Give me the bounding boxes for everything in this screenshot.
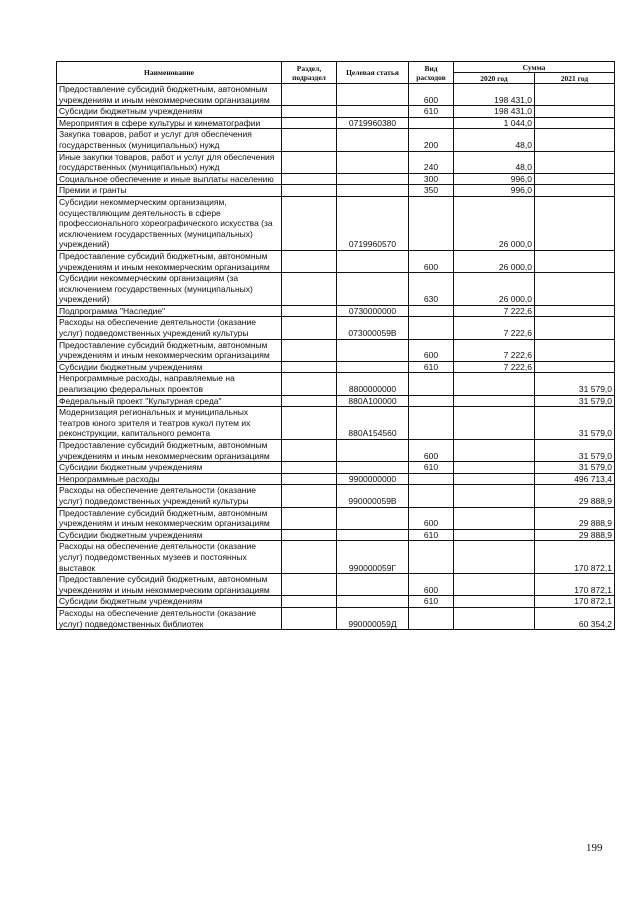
- cell-name: Расходы на обеспечение деятельности (оказание услуг) подведомственных библиотек: [57, 607, 282, 629]
- cell-section: [282, 607, 337, 629]
- cell-sum-2020: 7 222,6: [454, 339, 535, 361]
- cell-section: [282, 361, 337, 373]
- cell-expense-type: [409, 117, 454, 129]
- cell-section: [282, 250, 337, 272]
- header-section: Раздел, подраздел: [282, 62, 337, 84]
- cell-sum-2021: [535, 151, 615, 173]
- cell-target-article: 990000059Д: [337, 607, 409, 629]
- cell-target-article: [337, 596, 409, 608]
- cell-target-article: 0719960570: [337, 196, 409, 250]
- cell-target-article: 073000059В: [337, 317, 409, 339]
- table-row: [57, 373, 615, 395]
- cell-section: [282, 395, 337, 407]
- cell-expense-type: 240: [409, 151, 454, 173]
- header-target-article: Целевая статья: [337, 62, 409, 84]
- cell-sum-2020: [454, 485, 535, 507]
- header-sum: Сумма: [454, 62, 615, 73]
- cell-name: Предоставление субсидий бюджетным, автономным учреждениям и иным некоммерческим организациям: [57, 574, 282, 596]
- cell-name: Предоставление субсидий бюджетным, автономным учреждениям и иным некоммерческим организациям: [57, 440, 282, 462]
- cell-expense-type: [409, 541, 454, 574]
- table-row: [57, 117, 615, 129]
- cell-name: Федеральный проект "Культурная среда": [57, 395, 282, 407]
- table-row: [57, 305, 615, 317]
- cell-name: Расходы на обеспечение деятельности (оказание услуг) подведомственных учреждений культуры: [57, 317, 282, 339]
- cell-sum-2020: [454, 395, 535, 407]
- cell-section: [282, 407, 337, 440]
- cell-name: Закупка товаров, работ и услуг для обеспечения государственных (муниципальных) нужд: [57, 129, 282, 151]
- cell-sum-2021: [535, 84, 615, 106]
- cell-expense-type: 600: [409, 339, 454, 361]
- table-row: [57, 250, 615, 272]
- cell-target-article: [337, 339, 409, 361]
- cell-sum-2021: [535, 106, 615, 118]
- cell-sum-2021: [535, 317, 615, 339]
- cell-sum-2021: 31 579,0: [535, 407, 615, 440]
- cell-sum-2020: [454, 462, 535, 474]
- cell-sum-2021: 31 579,0: [535, 373, 615, 395]
- cell-expense-type: 610: [409, 596, 454, 608]
- cell-sum-2021: [535, 117, 615, 129]
- cell-sum-2020: 7 222,6: [454, 361, 535, 373]
- cell-section: [282, 485, 337, 507]
- cell-name: Субсидии бюджетным учреждениям: [57, 596, 282, 608]
- table-row: [57, 273, 615, 306]
- table-row: [57, 485, 615, 507]
- cell-target-article: [337, 273, 409, 306]
- cell-sum-2020: [454, 507, 535, 529]
- table-row: [57, 407, 615, 440]
- cell-section: [282, 529, 337, 541]
- header-name: Наименование: [57, 62, 282, 84]
- cell-sum-2020: 26 000,0: [454, 196, 535, 250]
- cell-sum-2020: 26 000,0: [454, 273, 535, 306]
- cell-sum-2020: 48,0: [454, 151, 535, 173]
- cell-sum-2021: 31 579,0: [535, 440, 615, 462]
- cell-section: [282, 84, 337, 106]
- cell-section: [282, 462, 337, 474]
- cell-section: [282, 196, 337, 250]
- cell-name: Предоставление субсидий бюджетным, автономным учреждениям и иным некоммерческим организациям: [57, 250, 282, 272]
- cell-target-article: 880А154560: [337, 407, 409, 440]
- cell-target-article: 880А100000: [337, 395, 409, 407]
- cell-expense-type: 600: [409, 250, 454, 272]
- cell-target-article: 990000059Г: [337, 541, 409, 574]
- cell-section: [282, 339, 337, 361]
- cell-sum-2020: [454, 373, 535, 395]
- cell-sum-2021: 29 888,9: [535, 529, 615, 541]
- cell-sum-2020: [454, 529, 535, 541]
- table-row: [57, 607, 615, 629]
- cell-name: Расходы на обеспечение деятельности (оказание услуг) подведомственных учреждений культуры: [57, 485, 282, 507]
- cell-sum-2020: [454, 407, 535, 440]
- table-row: [57, 395, 615, 407]
- cell-sum-2021: [535, 250, 615, 272]
- cell-expense-type: 630: [409, 273, 454, 306]
- cell-sum-2021: [535, 129, 615, 151]
- header-expense-type: Вид расходов: [409, 62, 454, 84]
- cell-sum-2020: 48,0: [454, 129, 535, 151]
- cell-section: [282, 273, 337, 306]
- cell-expense-type: [409, 317, 454, 339]
- cell-sum-2021: [535, 185, 615, 197]
- cell-name: Непрограммные расходы, направляемые на реализацию федеральных проектов: [57, 373, 282, 395]
- cell-sum-2020: 996,0: [454, 185, 535, 197]
- cell-name: Субсидии бюджетным учреждениям: [57, 106, 282, 118]
- budget-table: [56, 61, 615, 630]
- cell-sum-2020: [454, 440, 535, 462]
- cell-name: Субсидии бюджетным учреждениям: [57, 462, 282, 474]
- cell-section: [282, 317, 337, 339]
- cell-target-article: [337, 173, 409, 185]
- cell-target-article: [337, 361, 409, 373]
- cell-sum-2021: 170 872,1: [535, 541, 615, 574]
- cell-target-article: [337, 250, 409, 272]
- table-row: [57, 151, 615, 173]
- cell-target-article: [337, 462, 409, 474]
- table-row: [57, 339, 615, 361]
- cell-section: [282, 151, 337, 173]
- cell-expense-type: 350: [409, 185, 454, 197]
- cell-expense-type: 610: [409, 106, 454, 118]
- cell-name: Субсидии бюджетным учреждениям: [57, 361, 282, 373]
- cell-name: Предоставление субсидий бюджетным, автономным учреждениям и иным некоммерческим организациям: [57, 339, 282, 361]
- table-row: [57, 84, 615, 106]
- cell-target-article: [337, 574, 409, 596]
- cell-sum-2020: [454, 596, 535, 608]
- cell-expense-type: 610: [409, 462, 454, 474]
- table-row: [57, 129, 615, 151]
- cell-section: [282, 541, 337, 574]
- cell-name: Предоставление субсидий бюджетным, автономным учреждениям и иным некоммерческим организациям: [57, 84, 282, 106]
- cell-target-article: [337, 84, 409, 106]
- cell-name: Модернизация региональных и муниципальных театров юного зрителя и театров кукол путем их реконструкции, капитального ремонта: [57, 407, 282, 440]
- cell-sum-2020: [454, 574, 535, 596]
- cell-sum-2021: 31 579,0: [535, 395, 615, 407]
- cell-sum-2020: 7 222,6: [454, 305, 535, 317]
- cell-sum-2021: [535, 305, 615, 317]
- cell-expense-type: 200: [409, 129, 454, 151]
- cell-expense-type: [409, 607, 454, 629]
- cell-expense-type: [409, 395, 454, 407]
- header-year-2020: 2020 год: [454, 73, 535, 84]
- cell-section: [282, 574, 337, 596]
- cell-sum-2021: [535, 273, 615, 306]
- cell-sum-2020: [454, 607, 535, 629]
- cell-sum-2020: 198 431,0: [454, 106, 535, 118]
- cell-expense-type: 600: [409, 84, 454, 106]
- cell-expense-type: [409, 473, 454, 485]
- cell-section: [282, 129, 337, 151]
- cell-expense-type: [409, 407, 454, 440]
- cell-sum-2021: 60 354,2: [535, 607, 615, 629]
- cell-sum-2021: 29 888,9: [535, 485, 615, 507]
- page-number: 199: [586, 842, 603, 854]
- cell-sum-2020: 26 000,0: [454, 250, 535, 272]
- cell-name: Подпрограмма "Наследие": [57, 305, 282, 317]
- cell-sum-2021: [535, 173, 615, 185]
- cell-section: [282, 117, 337, 129]
- cell-name: Предоставление субсидий бюджетным, автономным учреждениям и иным некоммерческим организациям: [57, 507, 282, 529]
- cell-section: [282, 440, 337, 462]
- cell-section: [282, 596, 337, 608]
- table-row: [57, 440, 615, 462]
- cell-name: Субсидии бюджетным учреждениям: [57, 529, 282, 541]
- table-row: [57, 196, 615, 250]
- cell-expense-type: [409, 485, 454, 507]
- cell-sum-2021: 31 579,0: [535, 462, 615, 474]
- cell-sum-2020: [454, 473, 535, 485]
- cell-sum-2021: [535, 361, 615, 373]
- table-row: [57, 507, 615, 529]
- cell-sum-2020: [454, 541, 535, 574]
- cell-expense-type: 600: [409, 574, 454, 596]
- cell-target-article: [337, 507, 409, 529]
- cell-name: Иные закупки товаров, работ и услуг для обеспечения государственных (муниципальных) нужд: [57, 151, 282, 173]
- table-row: [57, 361, 615, 373]
- cell-sum-2020: 198 431,0: [454, 84, 535, 106]
- cell-target-article: 9900000000: [337, 473, 409, 485]
- cell-expense-type: 610: [409, 361, 454, 373]
- cell-sum-2021: 496 713,4: [535, 473, 615, 485]
- cell-section: [282, 173, 337, 185]
- table-row: [57, 317, 615, 339]
- table-row: [57, 106, 615, 118]
- cell-name: Социальное обеспечение и иные выплаты населению: [57, 173, 282, 185]
- cell-target-article: [337, 440, 409, 462]
- cell-name: Субсидии некоммерческим организациям, осуществляющим деятельность в сфере профессионального хореографического искусства (за исключением государственных (муниципальных) учреждений): [57, 196, 282, 250]
- cell-sum-2021: [535, 196, 615, 250]
- cell-section: [282, 185, 337, 197]
- cell-target-article: 990000059В: [337, 485, 409, 507]
- header-year-2021: 2021 год: [535, 73, 615, 84]
- cell-sum-2021: 29 888,9: [535, 507, 615, 529]
- cell-name: Непрограммные расходы: [57, 473, 282, 485]
- cell-expense-type: 610: [409, 529, 454, 541]
- cell-target-article: 0719960380: [337, 117, 409, 129]
- table-row: [57, 473, 615, 485]
- cell-name: Субсидии некоммерческим организациям (за исключением государственных (муниципальных) учреждений): [57, 273, 282, 306]
- cell-target-article: [337, 151, 409, 173]
- table-row: [57, 185, 615, 197]
- cell-target-article: [337, 529, 409, 541]
- cell-sum-2020: 1 044,0: [454, 117, 535, 129]
- cell-expense-type: [409, 373, 454, 395]
- cell-name: Мероприятия в сфере культуры и кинематографии: [57, 117, 282, 129]
- cell-sum-2020: 996,0: [454, 173, 535, 185]
- table-row: [57, 529, 615, 541]
- cell-sum-2021: 170 872,1: [535, 574, 615, 596]
- cell-target-article: [337, 129, 409, 151]
- budget-table-body: [57, 84, 615, 630]
- cell-section: [282, 106, 337, 118]
- table-row: [57, 541, 615, 574]
- cell-name: Премии и гранты: [57, 185, 282, 197]
- cell-sum-2021: 170 872,1: [535, 596, 615, 608]
- table-row: [57, 462, 615, 474]
- cell-sum-2021: [535, 339, 615, 361]
- cell-target-article: 0730000000: [337, 305, 409, 317]
- cell-section: [282, 473, 337, 485]
- table-row: [57, 173, 615, 185]
- table-row: [57, 596, 615, 608]
- cell-section: [282, 507, 337, 529]
- cell-section: [282, 305, 337, 317]
- cell-expense-type: 600: [409, 507, 454, 529]
- cell-sum-2020: 7 222,6: [454, 317, 535, 339]
- cell-target-article: [337, 185, 409, 197]
- cell-expense-type: 300: [409, 173, 454, 185]
- cell-expense-type: [409, 196, 454, 250]
- cell-section: [282, 373, 337, 395]
- cell-target-article: 8800000000: [337, 373, 409, 395]
- cell-expense-type: 600: [409, 440, 454, 462]
- table-row: [57, 574, 615, 596]
- cell-expense-type: [409, 305, 454, 317]
- cell-target-article: [337, 106, 409, 118]
- cell-name: Расходы на обеспечение деятельности (оказание услуг) подведомственных музеев и постоянных выставок: [57, 541, 282, 574]
